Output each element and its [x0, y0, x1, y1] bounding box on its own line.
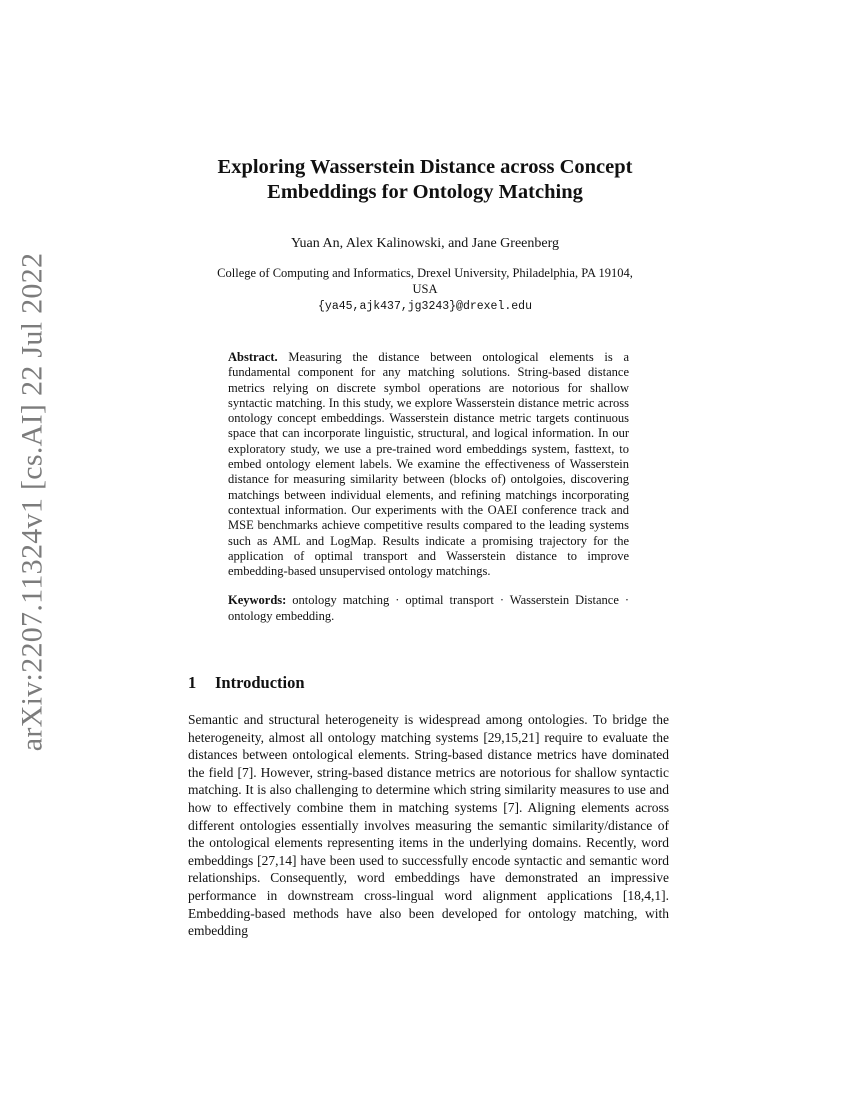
- arxiv-identifier-margin: [12, 252, 52, 752]
- keywords-text: ontology matching · optimal transport · Wasserstein Distance · ontology embedding.: [228, 593, 629, 623]
- paper-title: [150, 155, 700, 205]
- author-list: Yuan An, Alex Kalinowski, and Jane Greenberg: [290, 236, 560, 251]
- abstract-block: [228, 350, 629, 624]
- keywords-paragraph: [228, 593, 629, 624]
- section-heading-introduction: [188, 672, 305, 694]
- introduction-paragraph: Semantic and structural heterogeneity is widespread among ontologies. To bridge the heterogeneity, almost all ontology matching systems [29,15,21] require to evaluate the distances between ontological elements. String-based distance metrics have dominated the field [7]. However, string-based distance metrics are notorious for shallow syntactic matching. It is also challenging to determine which string similarity measures to use and how to effectively combine them in matching systems [7]. Aligning elements across different ontologies essentially involves measuring the semantic similarity/distance of the ontological elements representing items in the underlying domains. Recently, word embeddings [27,14] have been used to successfully encode syntactic and semantic word relationships. Consequently, word embeddings have demonstrated an impressive performance in downstream cross-lingual word alignment applications [18,4,1]. Embedding-based methods have also been developed for ontology matching, with embedding: [188, 712, 669, 939]
- author-emails[interactable]: {ya45,ajk437,jg3243}@drexel.edu: [318, 300, 532, 313]
- section-title: Introduction: [215, 673, 305, 692]
- title-line-2: Embeddings for Ontology Matching: [267, 181, 583, 203]
- title-line-1: Exploring Wasserstein Distance across Concept: [217, 156, 633, 178]
- abstract-label: Abstract.: [228, 350, 278, 364]
- affiliation-line-2: USA: [412, 282, 438, 296]
- abstract-paragraph: [228, 350, 629, 579]
- section-number: 1: [188, 673, 197, 692]
- affiliation-line-1: College of Computing and Informatics, Drexel University, Philadelphia, PA 19104,: [217, 266, 633, 280]
- keywords-label: Keywords:: [228, 593, 287, 608]
- abstract-text: Measuring the distance between ontological elements is a fundamental component for any matching solutions. String-based distance metrics relying on discrete symbol operations are notorious for shallow syntactic matching. In this study, we explore Wasserstein distance metric across ontology concept embeddings. Wasserstein distance metric targets continuous space that can incorporate linguistic, structural, and logical information. In our exploratory study, we use a pre-trained word embeddings system, fasttext, to embed ontology element labels. We examine the effectiveness of Wasserstein distance for measuring similarity between (blocks of) ontolgoies, discovering matchings between individual elements, and refining matchings incorporating contextual information. Our experiments with the OAEI conference track and MSE benchmarks achieve competitive results compared to the leading systems such as AML and LogMap. Results indicate a promising trajectory for the application of optimal transport and Wasserstein distance to improve embedding-based unsupervised ontology matchings.: [228, 350, 629, 579]
- affiliation: [175, 265, 675, 315]
- arxiv-identifier[interactable]: arXiv:2207.11324v1 [cs.AI] 22 Jul 2022: [15, 252, 49, 752]
